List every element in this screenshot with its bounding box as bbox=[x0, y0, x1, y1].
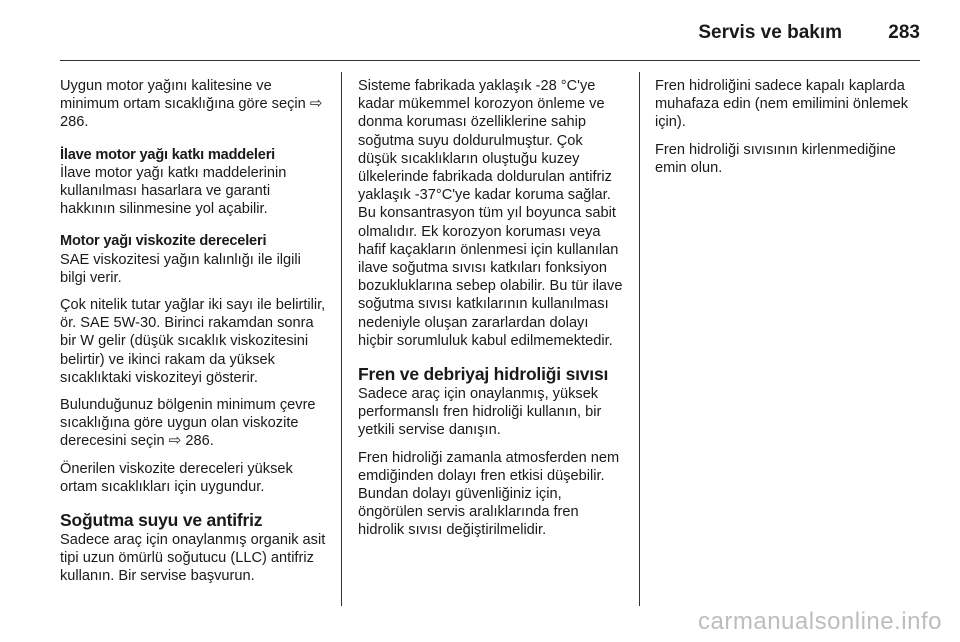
paragraph: Fren hidroliği zamanla atmosferden nem emdiğinden dolayı fren etkisi düşebilir. Bundan dolayı güvenliğiniz için, öngörülen servis aralıklarında fren hidrolik sıvısı değiştirilmelidir. bbox=[358, 449, 620, 539]
paragraph: Uygun motor yağını kalitesine ve minimum ortam sıcaklığına göre seçin ⇨ 286. bbox=[60, 78, 323, 131]
paragraph: Fren hidroliği sıvısının kirlenmediğine emin olun. bbox=[655, 141, 896, 176]
column-2 bbox=[358, 77, 624, 549]
page-reference: 286. bbox=[60, 114, 89, 131]
subheading-additives: İlave motor yağı katkı maddeleri bbox=[60, 146, 276, 163]
page-header bbox=[60, 18, 920, 61]
column-3 bbox=[655, 77, 921, 186]
paragraph: Sadece araç için onaylanmış, yüksek performanslı fren hidroliği kullanın, bir yetkili servise danışın. bbox=[358, 386, 602, 439]
cross-reference-arrow-icon: ⇨ bbox=[309, 95, 323, 113]
paragraph: İlave motor yağı katkı maddelerinin kullanılması hasarlara ve garanti hakkının silinmesine yol açabilir. bbox=[60, 164, 287, 218]
paragraph: SAE viskozitesi yağın kalınlığı ile ilgili bilgi verir. bbox=[60, 251, 301, 286]
column-divider bbox=[639, 72, 640, 606]
page-reference: 286. bbox=[185, 433, 214, 450]
paragraph: Sadece araç için onaylanmış organik asit tipi uzun ömürlü soğutucu (LLC) antifriz kullanın. Bir servise başvurun. bbox=[60, 532, 326, 585]
paragraph: Sisteme fabrikada yaklaşık -28 °C'ye kadar mükemmel korozyon önleme ve donma koruması özelliklerine sahip soğutma suyu doldurulmuştur. Çok düşük sıcaklıkların oluştuğu kuzey ülkelerinde fabrikada doldurulan antifriz yaklaşık -37°C'ye kadar koruma sağlar. Bu konsantrasyon tüm yıl boyunca sabit olmalıdır. Ek korozyon koruması veya hafif kaçakların önlenmesi için kullanılan ilave soğutma sıvısı katkıları fonksiyon bozukluklarına sebep olabilir. Bu tür ilave soğutma sıvısı katkılarının kullanılması nedeniyle oluşan zararlardan dolayı hiçbir sorumluluk kabul edilmemektedir. bbox=[358, 78, 623, 349]
section-title: Servis ve bakım bbox=[698, 22, 842, 43]
paragraph: Fren hidroliğini sadece kapalı kaplarda muhafaza edin (nem emilimini önlemek için). bbox=[655, 78, 909, 131]
paragraph: Önerilen viskozite dereceleri yüksek ortam sıcaklıkları için uygundur. bbox=[60, 460, 293, 495]
column-1 bbox=[60, 77, 326, 595]
page-number: 283 bbox=[888, 22, 920, 43]
watermark: carmanualsonline.info bbox=[698, 608, 942, 635]
heading-coolant: Soğutma suyu ve antifriz bbox=[60, 510, 263, 531]
paragraph: Çok nitelik tutar yağlar iki sayı ile belirtilir, ör. SAE 5W-30. Birinci rakamdan sonra bir W gelir (düşük sıcaklık viskozitesini belirtir) ve ikinci rakam da yüksek sıcaklıktaki viskoziteyi gösterir. bbox=[60, 297, 326, 386]
subheading-viscosity: Motor yağı viskozite dereceleri bbox=[60, 233, 267, 250]
cross-reference-arrow-icon: ⇨ bbox=[168, 432, 182, 450]
paragraph: Bulunduğunuz bölgenin minimum çevre sıcaklığına göre uygun olan viskozite derecesini seçin ⇨ 286. bbox=[60, 397, 316, 450]
heading-brake-fluid: Fren ve debriyaj hidroliği sıvısı bbox=[358, 364, 609, 385]
column-divider bbox=[341, 72, 342, 606]
